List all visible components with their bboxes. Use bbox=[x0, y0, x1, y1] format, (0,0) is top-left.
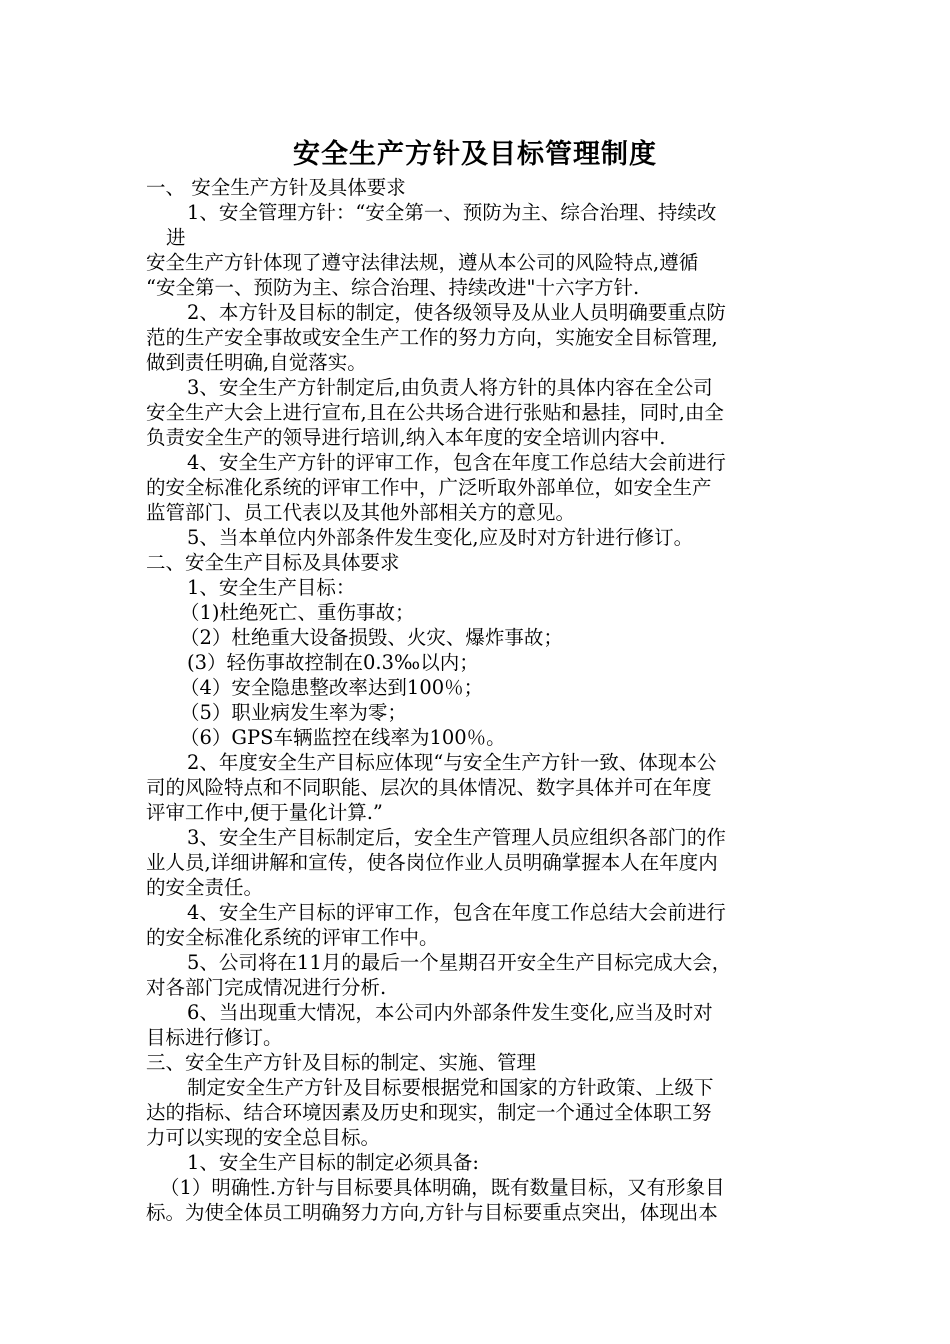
paragraph-line: 5、当本单位内外部条件发生变化,应及时对方针进行修订。 bbox=[187, 526, 694, 549]
paragraph-line: （1）明确性.方针与目标要具体明确，既有数量目标，又有形象目 bbox=[160, 1176, 725, 1199]
paragraph-line: 1、安全生产目标的制定必须具备: bbox=[187, 1151, 479, 1174]
paragraph-line: 力可以实现的安全总目标。 bbox=[146, 1126, 381, 1149]
paragraph-line: 1、安全生产目标： bbox=[187, 576, 356, 599]
paragraph-line: 司的风险特点和不同职能、层次的具体情况、数字具体并可在年度 bbox=[146, 776, 712, 799]
paragraph-line: 评审工作中,便于量化计算.” bbox=[146, 801, 383, 824]
section-heading-1: 一、 安全生产方针及具体要求 bbox=[146, 176, 406, 199]
paragraph-line: 6、当出现重大情况，本公司内外部条件发生变化,应当及时对 bbox=[187, 1001, 713, 1024]
paragraph-line: 进 bbox=[166, 226, 186, 249]
paragraph-line: 3、安全生产方针制定后,由负责人将方针的具体内容在全公司 bbox=[187, 376, 713, 399]
paragraph-line: 安全生产大会上进行宣布,且在公共场合进行张贴和悬挂，同时,由全 bbox=[146, 401, 724, 424]
section-heading-2: 二、安全生产目标及具体要求 bbox=[146, 551, 400, 574]
paragraph-line: 3、安全生产目标制定后，安全生产管理人员应组织各部门的作 bbox=[187, 826, 726, 849]
document-title: 安全生产方针及目标管理制度 bbox=[293, 139, 657, 170]
paragraph-line: 做到责任明确,自觉落实。 bbox=[146, 351, 367, 374]
list-item: （4）安全隐患整改率达到100％； bbox=[180, 676, 484, 699]
list-item: （2）杜绝重大设备损毁、火灾、爆炸事故； bbox=[180, 626, 563, 649]
paragraph-line: 2、本方针及目标的制定，使各级领导及从业人员明确要重点防 bbox=[187, 301, 726, 324]
paragraph-line: “安全第一、预防为主、综合治理、持续改进"十六字方针. bbox=[146, 276, 640, 299]
paragraph-line: 的安全标准化系统的评审工作中。 bbox=[146, 926, 439, 949]
paragraph-line: 制定安全生产方针及目标要根据党和国家的方针政策、上级下 bbox=[187, 1076, 714, 1099]
paragraph-line: 的安全标准化系统的评审工作中，广泛听取外部单位，如安全生产 bbox=[146, 476, 712, 499]
list-item: （6）GPS车辆监控在线率为100％。 bbox=[180, 726, 506, 749]
paragraph-line: 业人员,详细讲解和宣传，使各岗位作业人员明确掌握本人在年度内 bbox=[146, 851, 718, 874]
paragraph-line: 2、年度安全生产目标应体现“与安全生产方针一致、体现本公 bbox=[187, 751, 717, 774]
paragraph-line: 范的生产安全事故或安全生产工作的努力方向，实施安全目标管理, bbox=[146, 326, 718, 349]
list-item: （5）职业病发生率为零； bbox=[180, 701, 407, 724]
paragraph-line: 5、公司将在11月的最后一个星期召开安全生产目标完成大会， bbox=[187, 951, 732, 974]
paragraph-line: 安全生产方针体现了遵守法律法规，遵从本公司的风险特点,遵循 bbox=[146, 251, 699, 274]
list-item: (3）轻伤事故控制在0.3‰以内； bbox=[187, 651, 479, 674]
paragraph-line: 4、安全生产方针的评审工作，包含在年度工作总结大会前进行 bbox=[187, 451, 726, 474]
paragraph-line: 1、安全管理方针：“安全第一、预防为主、综合治理、持续改 bbox=[187, 201, 717, 224]
list-item: （1)杜绝死亡、重伤事故； bbox=[180, 601, 415, 624]
paragraph-line: 的安全责任。 bbox=[146, 876, 264, 899]
section-heading-3: 三、安全生产方针及目标的制定、实施、管理 bbox=[146, 1051, 537, 1074]
paragraph-line: 标。为使全体员工明确努力方向,方针与目标要重点突出，体现出本 bbox=[146, 1201, 718, 1224]
paragraph-line: 4、安全生产目标的评审工作，包含在年度工作总结大会前进行 bbox=[187, 901, 726, 924]
paragraph-line: 负责安全生产的领导进行培训,纳入本年度的安全培训内容中. bbox=[146, 426, 666, 449]
paragraph-line: 监管部门、员工代表以及其他外部相关方的意见。 bbox=[146, 501, 576, 524]
paragraph-line: 目标进行修订。 bbox=[146, 1026, 283, 1049]
paragraph-line: 对各部门完成情况进行分析. bbox=[146, 976, 387, 999]
paragraph-line: 达的指标、结合环境因素及历史和现实，制定一个通过全体职工努 bbox=[146, 1101, 712, 1124]
